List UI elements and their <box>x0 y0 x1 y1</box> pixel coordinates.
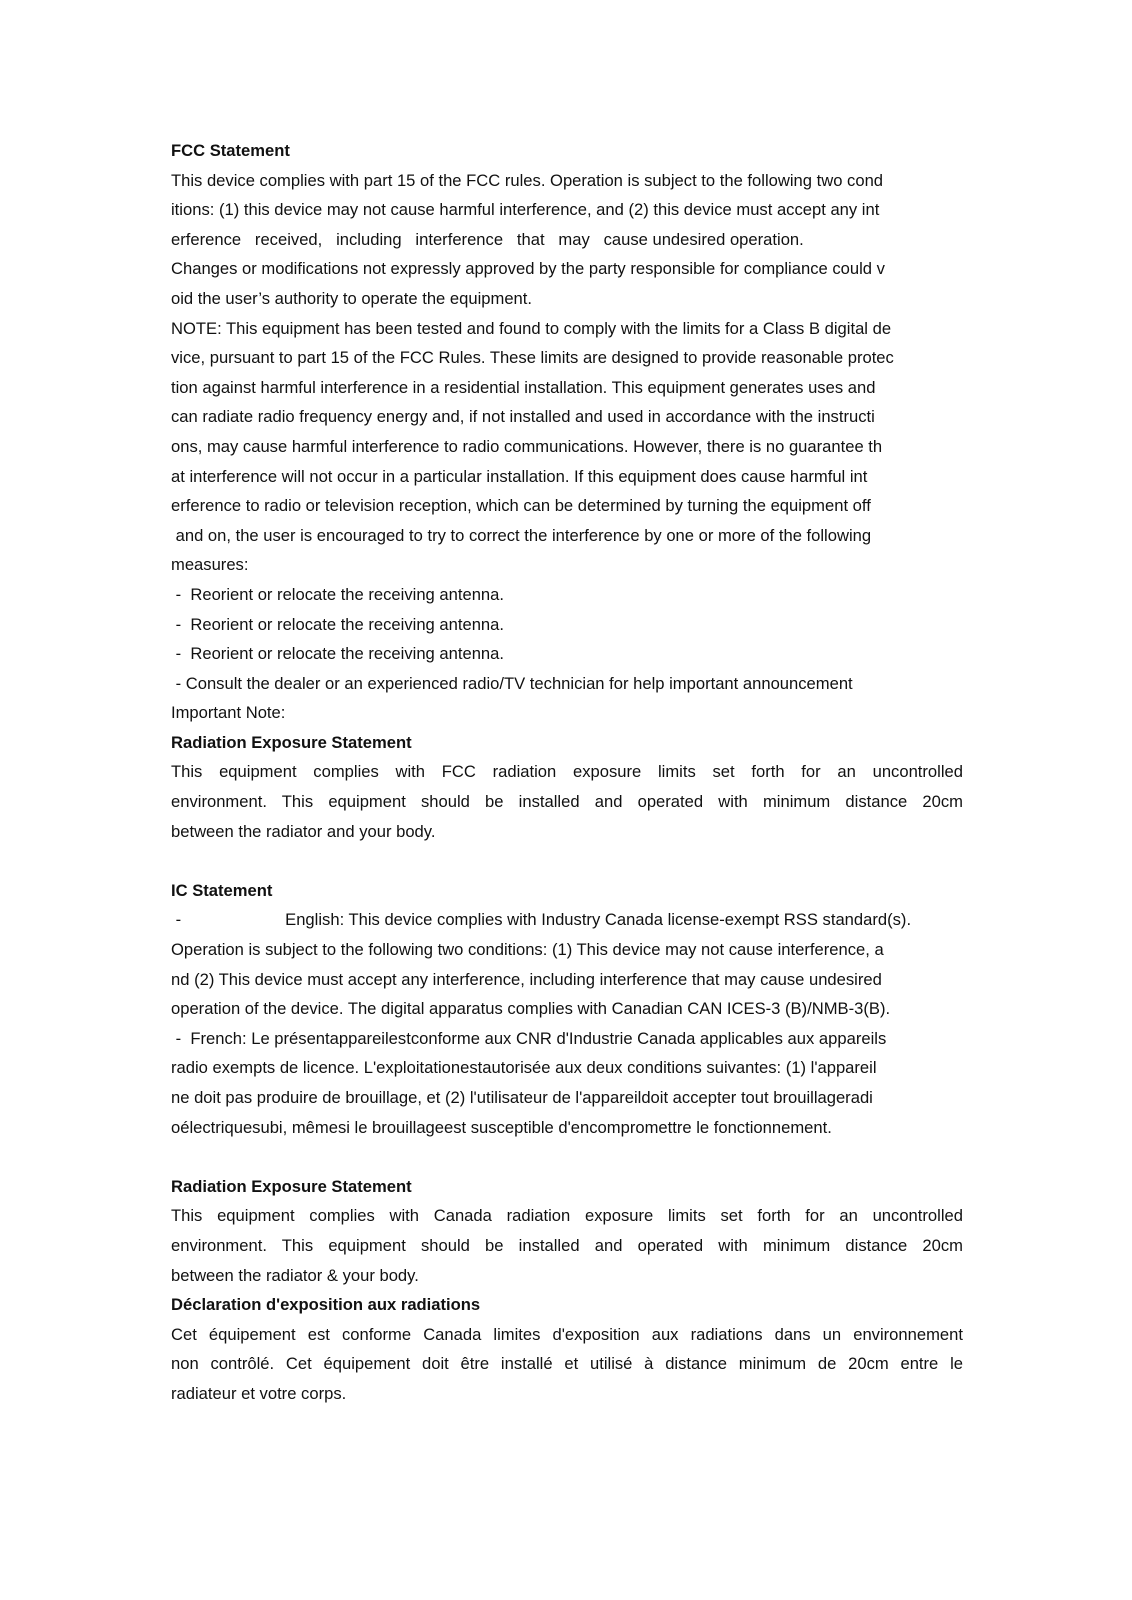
ic-radiation-heading: Radiation Exposure Statement <box>171 1176 412 1196</box>
ic-french-line: oélectriquesubi, mêmesi le brouillageest susceptible d'encompromettre le fonctionnement. <box>171 1117 832 1137</box>
fcc-heading: FCC Statement <box>171 141 290 160</box>
fcc-note-line: can radiate radio frequency energy and, if not installed and used in accordance with the instructi <box>171 407 875 427</box>
measure-item: - Reorient or relocate the receiving antenna. <box>171 644 504 664</box>
ic-radiation-line: environment. This equipment should be installed and operated with minimum distance 20cm <box>171 1235 963 1255</box>
ic-english-line: operation of the device. The digital apparatus complies with Canadian CAN ICES-3 (B)/NMB-3(B). <box>171 999 891 1019</box>
fcc-note-line: measures: <box>171 555 249 575</box>
ic-english-line <box>171 905 963 935</box>
fcc-radiation-line: environment. This equipment should be installed and operated with minimum distance 20cm <box>171 792 963 812</box>
measure-item: - Reorient or relocate the receiving antenna. <box>171 614 504 634</box>
important-note: Important Note: <box>171 703 286 723</box>
ic-english-text: English: This device complies with Industry Canada license-exempt RSS standard(s). <box>285 910 912 930</box>
declaration-line: radiateur et votre corps. <box>171 1383 347 1403</box>
ic-english-line: Operation is subject to the following two conditions: (1) This device may not cause interference, a <box>171 940 884 960</box>
measure-item: - Reorient or relocate the receiving antenna. <box>171 584 504 604</box>
ic-radiation-line: This equipment complies with Canada radiation exposure limits set forth for an uncontrolled <box>171 1206 963 1226</box>
fcc-note-line: NOTE: This equipment has been tested and found to comply with the limits for a Class B digital de <box>171 318 892 338</box>
fcc-paragraph-line: itions: (1) this device may not cause harmful interference, and (2) this device must accept any int <box>171 200 880 220</box>
fcc-note-line: and on, the user is encouraged to try to correct the interference by one or more of the following <box>171 525 872 545</box>
document-page <box>171 136 963 1409</box>
spacer <box>171 1142 963 1172</box>
spacer <box>171 846 963 876</box>
declaration-line: Cet équipement est conforme Canada limites d'exposition aux radiations dans un environnement <box>171 1324 963 1344</box>
ic-radiation-line: between the radiator & your body. <box>171 1265 419 1285</box>
fcc-note-line: erference to radio or television reception, which can be determined by turning the equipment off <box>171 496 871 516</box>
ic-french-line: ne doit pas produire de brouillage, et (2) l'utilisateur de l'appareildoit accepter tout brouillageradi <box>171 1088 873 1107</box>
declaration-line: non contrôlé. Cet équipement doit être installé et utilisé à distance minimum de 20cm entre le <box>171 1354 963 1374</box>
measure-item: - Consult the dealer or an experienced radio/TV technician for help important announcement <box>171 673 853 693</box>
fcc-note-line: vice, pursuant to part 15 of the FCC Rules. These limits are designed to provide reasonable protec <box>171 348 894 368</box>
fcc-changes-line: Changes or modifications not expressly approved by the party responsible for compliance could v <box>171 259 885 279</box>
fcc-note-line: tion against harmful interference in a residential installation. This equipment generates uses and <box>171 377 876 397</box>
ic-french-line: - French: Le présentappareilestconforme aux CNR d'Industrie Canada applicables aux appareils <box>171 1028 887 1048</box>
fcc-radiation-line: between the radiator and your body. <box>171 821 436 841</box>
ic-english-line: nd (2) This device must accept any interference, including interference that may cause undesired <box>171 969 882 989</box>
fcc-paragraph-line: erference received, including interference that may cause undesired operation. <box>171 229 804 249</box>
fcc-note-line: at interference will not occur in a particular installation. If this equipment does cause harmful int <box>171 466 868 486</box>
fcc-radiation-heading: Radiation Exposure Statement <box>171 732 412 752</box>
ic-english-bullet: - <box>171 910 182 930</box>
fcc-radiation-line: This equipment complies with FCC radiation exposure limits set forth for an uncontrolled <box>171 762 963 782</box>
declaration-heading: Déclaration d'exposition aux radiations <box>171 1295 481 1315</box>
ic-french-line: radio exempts de licence. L'exploitationestautorisée aux deux conditions suivantes: (1) l'appareil <box>171 1058 877 1078</box>
ic-heading: IC Statement <box>171 880 273 900</box>
fcc-note-line: ons, may cause harmful interference to radio communications. However, there is no guarantee th <box>171 436 883 456</box>
fcc-paragraph-line: This device complies with part 15 of the FCC rules. Operation is subject to the following two cond <box>171 170 884 190</box>
fcc-changes-line: oid the user’s authority to operate the equipment. <box>171 288 532 308</box>
